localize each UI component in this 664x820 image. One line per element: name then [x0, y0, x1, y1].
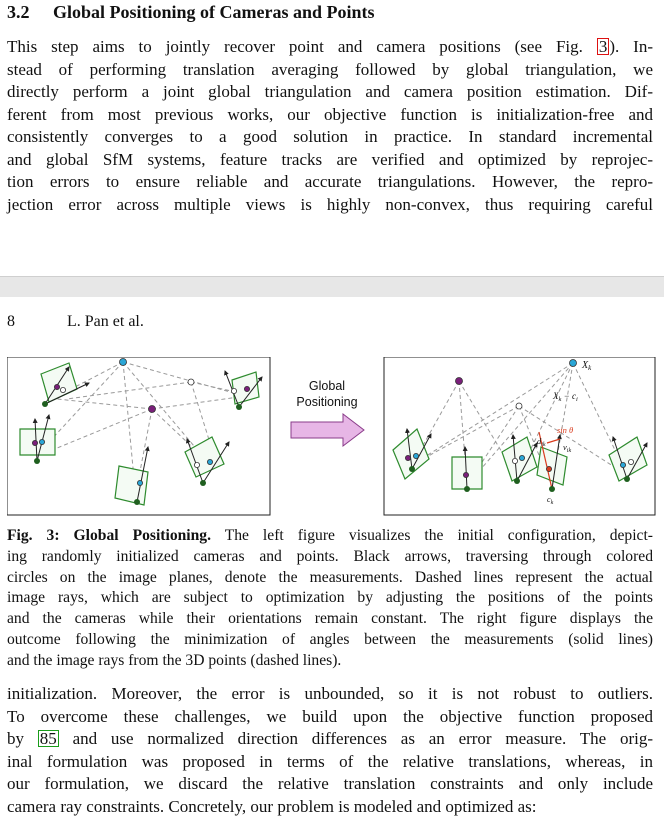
- paragraph-line: directly perform a joint global triangulation and camera position estimation. Dif-: [7, 82, 653, 101]
- caption-line: and the image rays from the 3D points (dashed lines).: [7, 651, 342, 669]
- center-label-positioning: Positioning: [296, 395, 358, 409]
- caption-line: image rays, which are subject to optimization by adjusting the positions of the points: [7, 589, 653, 607]
- citation-link[interactable]: 85: [39, 729, 57, 748]
- section-title: Global Positioning of Cameras and Points: [53, 2, 375, 22]
- text-span: This step aims to jointly recover point and camera positions (see Fig.: [7, 37, 597, 56]
- paragraph-2: [7, 683, 653, 818]
- paragraph-line: and global SfM systems, feature tracks are verified and optimized by reprojec-: [7, 149, 653, 169]
- page-top-fragment: [0, 0, 664, 276]
- label-sin-theta: sin θ: [557, 425, 574, 435]
- caption-line: [7, 526, 653, 547]
- figure-reference-link[interactable]: 3: [598, 37, 608, 56]
- paragraph-line: consistently converges to a good solution in practice. In standard incremental: [7, 127, 653, 146]
- right-panel-frame: [384, 357, 655, 515]
- paragraph-line: tion errors to ensure reliable and accurate triangulations. However, the repro-: [7, 172, 653, 191]
- right-panel-optimized-configuration: [384, 357, 655, 515]
- caption-line: and the cameras while their orientations remain constant. The right figure displays the: [7, 610, 653, 628]
- paragraph-line: [7, 728, 653, 751]
- point-3d: [188, 379, 194, 385]
- transition-arrow-icon: [291, 414, 364, 446]
- paragraph-line: camera ray constraints. Concretely, our problem is modeled and optimized as:: [7, 796, 537, 816]
- caption-line: ing randomly initialized cameras and points. Black arrows, traversing through colored: [7, 547, 653, 565]
- paragraph-line: initialization. Moreover, the error is unbounded, so it is not robust to outliers.: [7, 684, 653, 703]
- page-bottom-fragment: [0, 297, 664, 820]
- point-3d: [120, 359, 127, 366]
- running-head: [7, 313, 144, 331]
- center-transition: [291, 379, 364, 446]
- section-number: 3.2: [7, 2, 30, 22]
- text-span: by: [7, 729, 38, 748]
- figure-global-positioning: [7, 357, 657, 517]
- point-3d: [516, 403, 522, 409]
- paragraph-line: [7, 36, 653, 59]
- figure-caption: [7, 526, 653, 672]
- figure-svg: [7, 357, 657, 517]
- paragraph-line: ferent from most previous works, our objective function is initialization-free and: [7, 104, 653, 124]
- label-ck: $c_k$: [547, 495, 554, 506]
- label-xk: $X_k$: [582, 360, 592, 372]
- text-span: and use normalized direction differences as an error measure. The orig-: [58, 729, 654, 748]
- point-3d: [456, 378, 463, 385]
- paragraph-1: [7, 36, 653, 216]
- text-span: The left figure visualizes the initial configuration, depict-: [211, 527, 653, 544]
- label-dik: $d_{ik}$: [537, 436, 546, 448]
- paragraph-line: stead of performing translation averaging followed by global triangulation, we: [7, 59, 653, 79]
- paragraph-line: To overcome these challenges, we build upon the objective function proposed: [7, 706, 653, 726]
- paragraph-line: our formulation, we discard the relative translation constraints and only include: [7, 774, 653, 793]
- label-vik: $v_{ik}$: [563, 442, 572, 454]
- paragraph-line: jection error across multiple views is highly non-convex, thus requiring careful: [7, 194, 653, 214]
- point-3d: [149, 406, 156, 413]
- page-number: 8: [7, 313, 15, 330]
- running-head-authors: L. Pan et al.: [67, 313, 144, 330]
- section-heading: [7, 2, 375, 23]
- caption-line: outcome following the minimization of angles between the measurements (solid lines): [7, 630, 653, 648]
- paragraph-line: inal formulation was proposed in terms of the relative translations, whereas, in: [7, 751, 653, 771]
- point-3d-xk: [570, 360, 577, 367]
- caption-line: circles on the image planes, denote the measurements. Dashed lines represent the actual: [7, 568, 653, 586]
- left-panel-initial-configuration: [7, 357, 270, 515]
- text-span: ). In-: [609, 37, 654, 56]
- page-gap: [0, 276, 664, 298]
- caption-label: Fig. 3: Global Positioning.: [7, 527, 211, 544]
- label-xk-minus-ci: $X_k - c_i$: [553, 391, 578, 403]
- center-label-global: Global: [308, 379, 346, 393]
